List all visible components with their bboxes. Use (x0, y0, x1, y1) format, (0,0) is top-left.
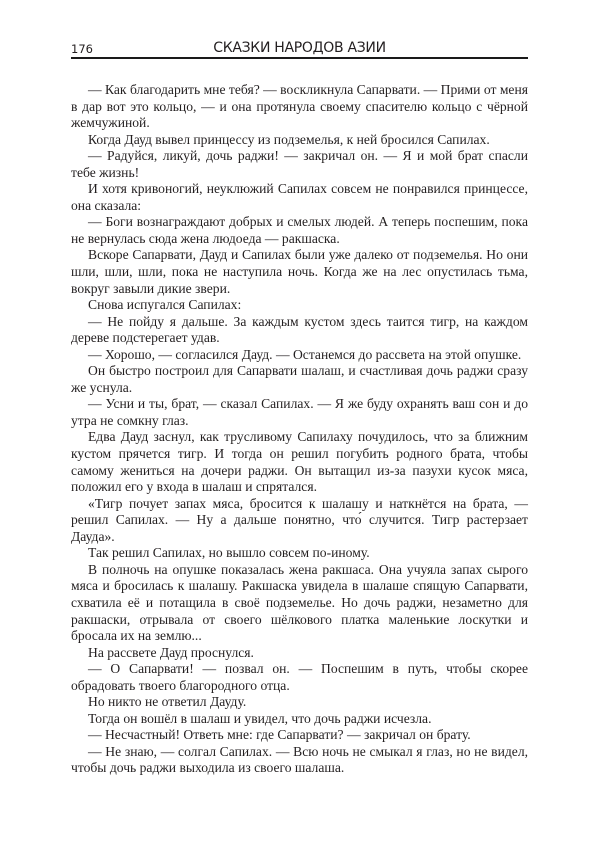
paragraph: Снова испугался Сапилах: (88, 297, 242, 313)
paragraph: На рассвете Дауд проснулся. (88, 644, 254, 660)
paragraph: Но никто не ответил Дауду. (88, 694, 247, 710)
paragraph: — Не пойду я дальше. За каждым кустом здесь таится тигр, на каждом дереве подстерегает удав. (71, 313, 528, 346)
paragraph: Он быстро построил для Сапарвати шалаш, и счастливая дочь раджи сразу же уснула. (71, 363, 528, 395)
paragraph: — Несчастный! Ответь мне: где Сапарвати? — закричал он брату. (88, 727, 471, 743)
paragraph: В полночь на опушке показалась жена ракшаса. Она учуяла запах сырого мяса и бросилась к шалашу. Ракшаска увидела в шалаше спящую Сапарвати, схватила её и потащила в своё подземелье. Но дочь раджи, незаметно для ракшаски, отрывала от своего шёлкового платка маленькие лоскутки и бросала их на землю... (71, 561, 528, 644)
paragraph: — О Сапарвати! — позвал он. — Поспешим в путь, чтобы скорее обрадовать твоего благородного отца. (71, 661, 528, 693)
paragraph: Когда Дауд вывел принцессу из подземелья, к ней бросился Сапилах. (88, 131, 490, 147)
paragraph: Едва Дауд заснул, как трусливому Сапилаху почудилось, что за ближним кустом прячется тигр. И тогда он решил погубить родного брата, чтобы самому жениться на дочери раджи. Он вытащил из-за пазухи кусок мяса, положил его у входа в шалаш и спрятался. (71, 429, 528, 495)
body-text (71, 82, 528, 777)
page-number: 176 (71, 42, 93, 56)
running-title: СКАЗКИ НАРОДОВ АЗИИ (213, 40, 386, 56)
paragraph: — Усни и ты, брат, — сказал Сапилах. — Я же буду охранять ваш сон и до утра не сомкну глаз. (71, 396, 528, 428)
paragraph: Вскоре Сапарвати, Дауд и Сапилах были уже далеко от подземелья. Но они шли, шли, шли, пока не наступила ночь. Когда же на лес опустилась тьма, вокруг завыли дикие звери. (71, 247, 528, 296)
paragraph: И хотя кривоногий, неуклюжий Сапилах совсем не понравился принцессе, она сказала: (71, 181, 528, 213)
paragraph: — Радуйся, ликуй, дочь раджи! — закричал он. — Я и мой брат спасли тебе жизнь! (71, 148, 528, 180)
paragraph: — Не знаю, — солгал Сапилах. — Всю ночь не смыкал я глаз, но не видел, чтобы дочь раджи выходила из своего шалаша. (71, 743, 528, 776)
paragraph: — Хорошо, — согласился Дауд. — Останемся до рассвета на этой опушке. (88, 346, 522, 362)
paragraph: — Боги вознаграждают добрых и смелых людей. А теперь поспешим, пока не вернулась сюда жена людоеда — ракшаска. (71, 214, 528, 246)
paragraph: Так решил Сапилах, но вышло совсем по-иному. (88, 545, 370, 561)
paragraph: «Тигр почует запах мяса, бросится к шалашу и наткнётся на брата, — решил Сапилах. — Ну а дальше понятно, что́ случится. Тигр растерзает Дауда». (71, 495, 528, 544)
page-header (71, 38, 528, 59)
paragraph: Тогда он вошёл в шалаш и увидел, что дочь раджи исчезла. (88, 710, 432, 726)
paragraph: — Как благодарить мне тебя? — воскликнула Сапарвати. — Прими от меня в дар вот это кольцо, — и она протянула своему спасителю кольцо с чёрной жемчужиной. (71, 82, 528, 131)
